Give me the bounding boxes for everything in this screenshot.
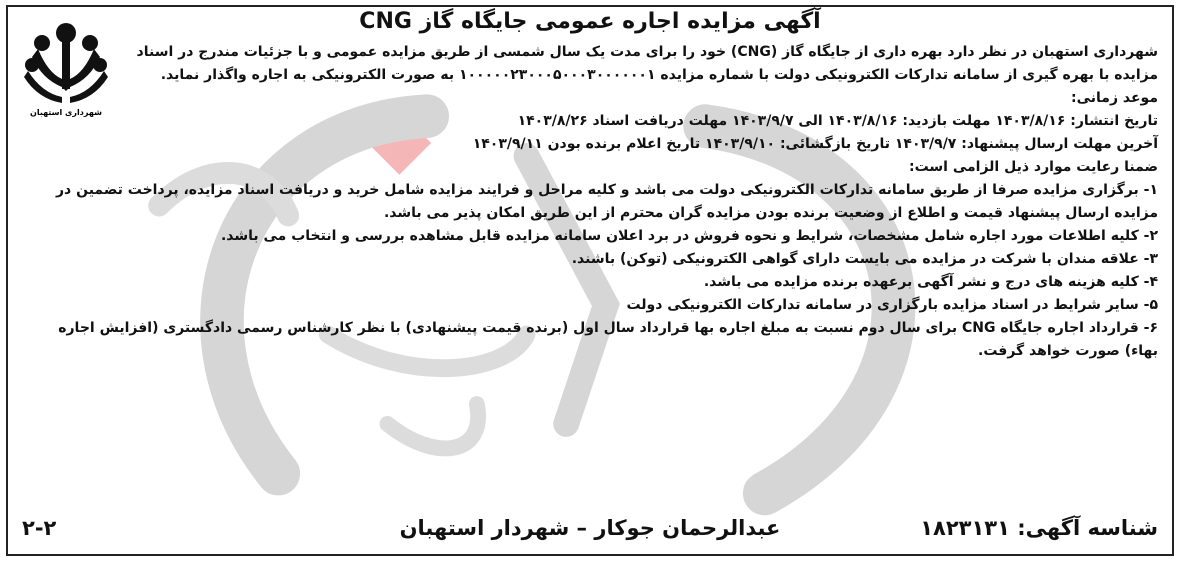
logo-caption: شهرداری استهبان [30,108,102,117]
notice-footer [22,516,1158,546]
conditions-heading: ضمنا رعایت موارد ذیل الزامی است: [908,159,1158,175]
condition-item: ۶- قرارداد اجاره جایگاه CNG برای سال دوم نسبت به مبلغ اجاره بها قرارداد سال اول (برنده قیمت پیشنهادی) با نظر کارشناس رسمی دادگستری (افزایش اجاره بهاء) صورت خواهد گرفت. [58,320,1158,359]
ad-id: شناسه آگهی: ۱۸۲۳۱۳۱ [920,516,1158,540]
schedule-line-2: آخرین مهلت ارسال پیشنهاد: ۱۴۰۳/۹/۷ تاریخ بازگشائی: ۱۴۰۳/۹/۱۰ تاریخ اعلام برنده بودن ۱۴۰۳/۹/۱۱ [472,136,1158,152]
signature: عبدالرحمان جوکار – شهردار استهبان [399,516,781,540]
condition-item: ۵- سایر شرایط در اسناد مزایده بارگزاری در سامانه تدارکات الکترونیکی دولت [626,297,1158,313]
condition-item: ۴- کلیه هزینه های درج و نشر آگهی برعهده برنده مزایده می باشد. [703,274,1158,290]
condition-item: ۱- برگزاری مزایده صرفا از طریق سامانه تدارکات الکترونیکی دولت می باشد و کلیه مراحل و فرایند مزایده شامل خرید و دریافت اسناد مزایده، پرداخت تضمین در مزایده ارسال پیشنهاد قیمت و اطلاع از وضعیت برنده بودن مزایده گران محترم از این طریق امکان پذیر می باشد. [56,182,1158,221]
ad-code: ۲-۲ [22,516,57,540]
notice-frame [6,5,1174,556]
condition-item: ۳- علاقه مندان با شرکت در مزایده می بایست دارای گواهی الکترونیکی (توکن) باشند. [571,251,1158,267]
condition-item: ۲- کلیه اطلاعات مورد اجاره شامل مشخصات، شرایط و نحوه فروش در برد اعلان سامانه مزایده قابل مشاهده بررسی و انتخاب می باشد. [220,228,1158,244]
schedule-heading: موعد زمانی: [1071,90,1158,106]
notice-body [22,41,1158,363]
watermark-stroke-4 [387,404,478,448]
schedule-line-1: تاریخ انتشار: ۱۴۰۳/۸/۱۶ مهلت بازدید: ۱۴۰۳/۸/۱۶ الی ۱۴۰۳/۹/۷ مهلت دریافت اسناد ۱۴۰۳/۸/۲۶ [517,113,1158,129]
notice-title: آگهی مزایده اجاره عمومی جایگاه گاز CNG [359,9,821,34]
intro-paragraph: شهرداری استهبان در نظر دارد بهره داری از جایگاه گاز (CNG) خود را برای مدت یک سال شمسی از طریق مزایده عمومی و با جزئیات مندرج در اسناد مزایده با بهره گیری از سامانه تدارکات الکترونیکی دولت با شماره مزایده ۱۰۰۰۰۰۲۳۰۰۰۵۰۰۰۳۰۰۰۰۰۰۱ به صورت الکترونیکی به اجاره واگذار نماید. [136,44,1158,83]
